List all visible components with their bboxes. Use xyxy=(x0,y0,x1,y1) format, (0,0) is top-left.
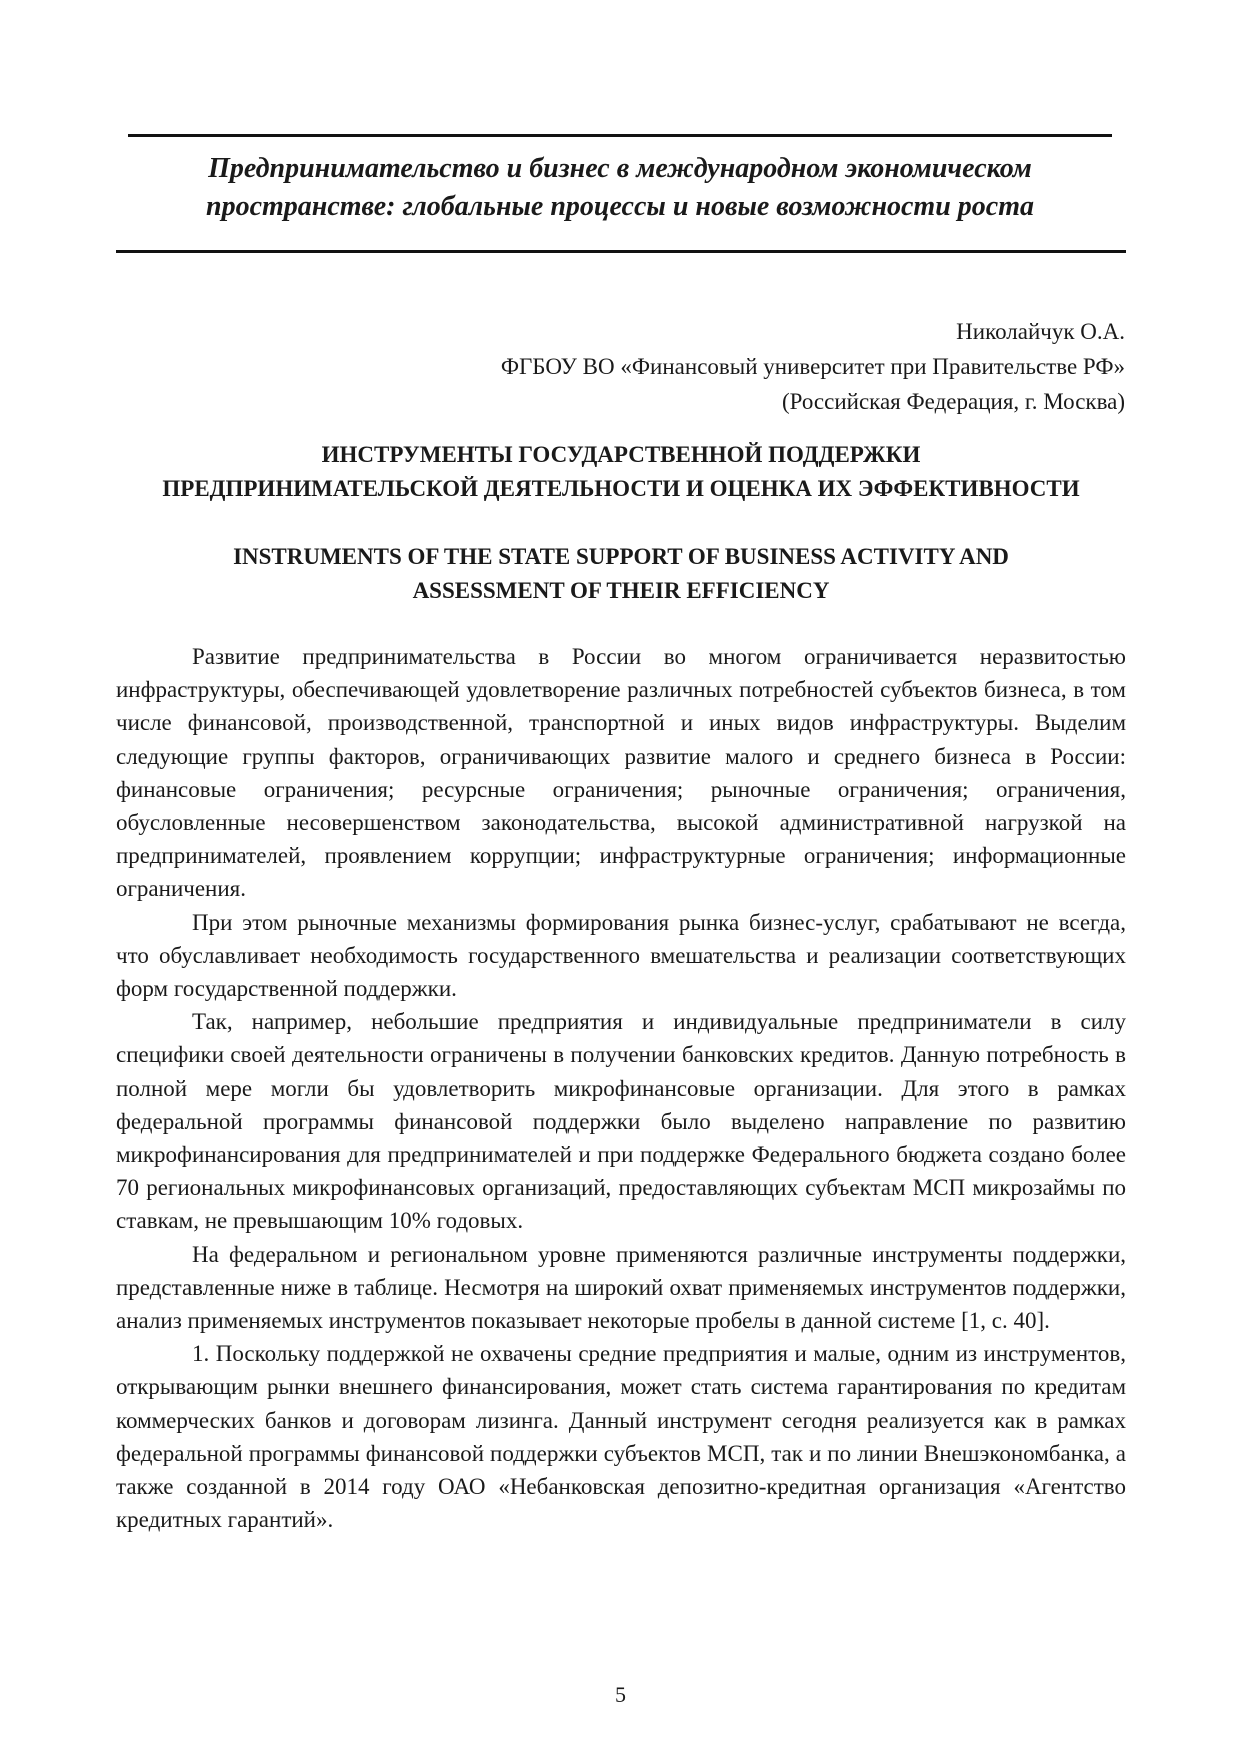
article-title-en-line-1: INSTRUMENTS OF THE STATE SUPPORT OF BUSINESS ACTIVITY AND xyxy=(233,544,1009,569)
running-header-line-1: Предпринимательство и бизнес в международном экономическом xyxy=(208,153,1032,184)
article-title-en-line-2: ASSESSMENT OF THEIR EFFICIENCY xyxy=(412,578,830,603)
article-title-ru-line-1: ИНСТРУМЕНТЫ ГОСУДАРСТВЕННОЙ ПОДДЕРЖКИ xyxy=(321,442,921,467)
running-header-line-2: пространстве: глобальные процессы и новые возможности роста xyxy=(206,191,1034,222)
body-paragraph: 1. Поскольку поддержкой не охвачены средние предприятия и малые, одним из инструментов, открывающим рынки внешнего финансирования, может стать система гарантирования по кредитам коммерческих банков и договорам лизинга. Данный инструмент сегодня реализуется как в рамках федеральной программы финансовой поддержки субъектов МСП, так и по линии Внешэкономбанка, а также созданной в 2014 году ОАО «Небанковская депозитно-кредитная организация «Агентство кредитных гарантий». xyxy=(116,1341,1126,1533)
page-number: 5 xyxy=(615,1682,626,1707)
article-title-ru-line-2: ПРЕДПРИНИМАТЕЛЬСКОЙ ДЕЯТЕЛЬНОСТИ И ОЦЕНКА ИХ ЭФФЕКТИВНОСТИ xyxy=(162,476,1080,501)
author-block xyxy=(501,314,1125,419)
running-header xyxy=(150,150,1090,226)
article-body xyxy=(116,640,1126,1536)
body-paragraph: При этом рыночные механизмы формирования рынка бизнес-услуг, срабатывают не всегда, что обуславливает необходимость государственного вмешательства и реализации соответствующих форм государственной поддержки. xyxy=(116,909,1126,1002)
article-title-ru xyxy=(116,438,1126,506)
body-paragraph: Развитие предпринимательства в России во многом ограничивается неразвитостью инфраструктуры, обеспечивающей удовлетворение различных потребностей субъектов бизнеса, в том числе финансовой, производственной, транспортной и иных видов инфраструктуры. Выделим следующие группы факторов, ограничивающих развитие малого и среднего бизнеса в России: финансовые ограничения; ресурсные ограничения; рыночные ограничения; ограничения, обусловленные несовершенством законодательства, высокой административной нагрузкой на предпринимателей, проявлением коррупции; инфраструктурные ограничения; информационные ограничения. xyxy=(116,644,1126,902)
author-name: Николайчук О.А. xyxy=(956,319,1125,344)
body-paragraph: На федеральном и региональном уровне применяются различные инструменты поддержки, представленные ниже в таблице. Несмотря на широкий охват применяемых инструментов поддержки, анализ применяемых инструментов показывает некоторые пробелы в данной системе [1, с. 40]. xyxy=(116,1241,1126,1334)
author-affiliation: ФГБОУ ВО «Финансовый университет при Правительстве РФ» xyxy=(500,354,1125,379)
body-paragraph: Так, например, небольшие предприятия и индивидуальные предприниматели в силу специфики своей деятельности ограничены в получении банковских кредитов. Данную потребность в полной мере могли бы удовлетворить микрофинансовые организации. Для этого в рамках федеральной программы финансовой поддержки было выделено направление по развитию микрофинансирования для предпринимателей и при поддержке Федерального бюджета создано более 70 региональных микрофинансовых организаций, предоставляющих субъектам МСП микрозаймы по ставкам, не превышающим 10% годовых. xyxy=(116,1009,1126,1234)
header-rule-bottom xyxy=(116,250,1126,253)
header-rule-top xyxy=(128,134,1112,137)
article-title-en xyxy=(116,540,1126,608)
author-location: (Российская Федерация, г. Москва) xyxy=(781,389,1125,414)
